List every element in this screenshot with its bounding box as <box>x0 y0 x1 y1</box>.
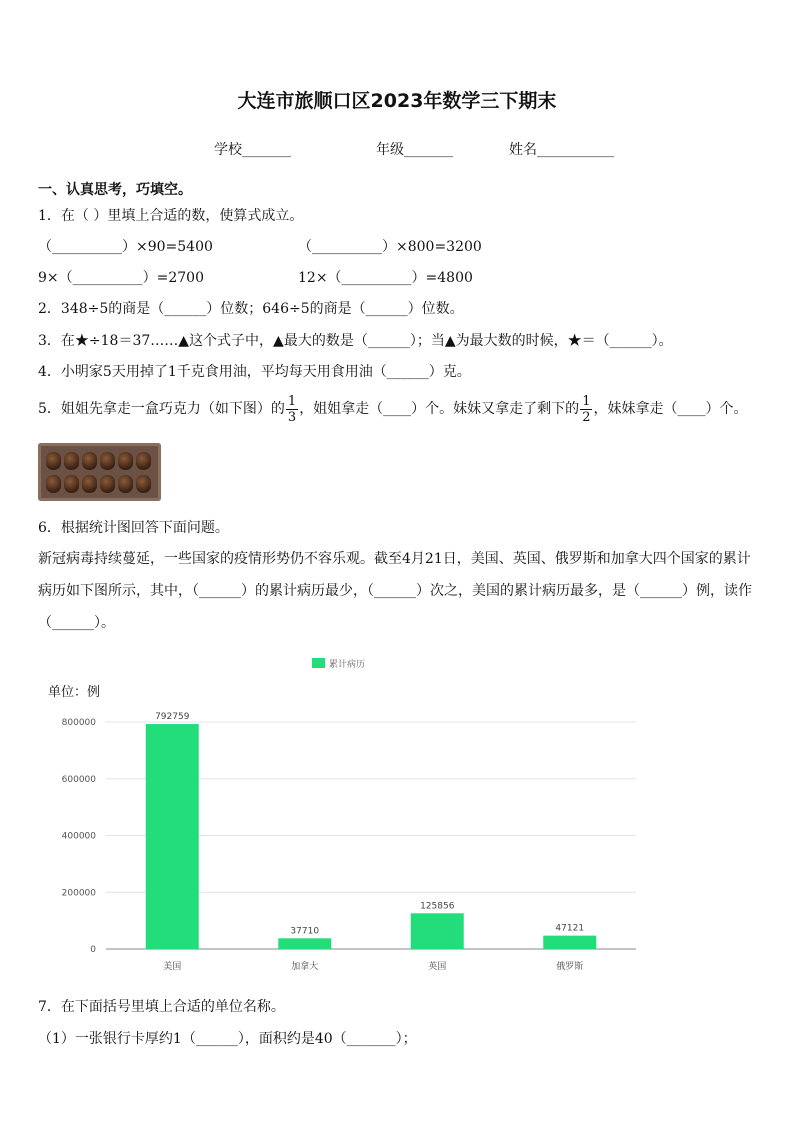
question-2: 2．348÷5的商是（______）位数；646÷5的商是（______）位数。 <box>38 301 464 317</box>
question-6: 6．根据统计图回答下面问题。 <box>38 520 229 536</box>
q1-equation-a: （__________）×90=5400 <box>38 239 213 255</box>
bar <box>146 724 199 949</box>
y-tick-label: 200000 <box>61 888 96 899</box>
x-tick-label: 加拿大 <box>291 962 319 972</box>
x-tick-label: 俄罗斯 <box>556 962 584 972</box>
data-label: 125856 <box>420 901 455 912</box>
legend-label: 累计病历 <box>329 660 366 670</box>
q1-equation-d: 12×（__________）=4800 <box>298 270 473 286</box>
q7-sub-1: （1）一张银行卡厚约1（______），面积约是40（_______）； <box>38 1031 417 1047</box>
chart-unit-label: 单位：例 <box>48 685 101 700</box>
question-5 <box>38 392 747 426</box>
y-tick-label: 0 <box>90 945 96 955</box>
y-tick-label: 800000 <box>61 718 96 728</box>
q6-paragraph: 新冠病毒持续蔓延，一些国家的疫情形势仍不容乐观。截至4月21日，美国、英国、俄罗斯和加拿大四个国家的累计病历如下图所示，其中，（______）的累计病历最少，（______）次之，美国的累计病历最多，是（______）例，读作（______）。 <box>38 551 752 631</box>
x-tick-label: 英国 <box>428 962 447 972</box>
question-3 <box>38 331 673 351</box>
q3-prefix: 3．在 <box>38 333 75 349</box>
legend-swatch <box>312 658 325 668</box>
bar <box>411 913 464 949</box>
chart-legend <box>312 658 365 670</box>
q5-part1: 5．姐姐先拿走一盒巧克力（如下图）的 <box>38 401 285 417</box>
chart-data-labels <box>155 712 584 936</box>
chart-y-axis <box>62 718 97 955</box>
bar <box>543 936 596 949</box>
chocolate-box-image <box>38 443 161 501</box>
grade-label: 年级_______ <box>376 142 453 158</box>
fraction-one-half: $\frac{1}{2}$ <box>582 393 591 425</box>
x-tick-label: 美国 <box>163 962 182 972</box>
y-tick-label: 400000 <box>61 831 96 842</box>
bar-chart <box>0 640 794 985</box>
q5-part3: ，妹妹拿走（____）个。 <box>593 401 748 417</box>
q3-tail: ★＝（______）。 <box>567 333 673 349</box>
bar <box>278 938 331 949</box>
q5-part2: ，姐姐拿走（____）个。妹妹又拿走了剩下的 <box>299 401 580 417</box>
page-title: 大连市旅顺口区2023年数学三下期末 <box>237 90 557 112</box>
q3-middle: 这个式子中，▲最大的数是（______）；当▲为最大数的时候， <box>189 333 568 349</box>
y-tick-label: 600000 <box>61 774 96 785</box>
data-label: 792759 <box>155 712 190 723</box>
question-7: 7．在下面括号里填上合适的单位名称。 <box>38 999 285 1015</box>
data-label: 37710 <box>290 926 320 937</box>
q1-equation-b: （__________）×800=3200 <box>298 239 482 255</box>
section-heading: 一、认真思考，巧填空。 <box>38 182 192 198</box>
fraction-one-third: $\frac{1}{3}$ <box>287 393 297 425</box>
school-label: 学校_______ <box>214 142 291 158</box>
name-label: 姓名___________ <box>509 142 614 158</box>
q1-equation-c: 9×（__________）=2700 <box>38 270 204 286</box>
question-4: 4．小明家5天用掉了1千克食用油，平均每天用食用油（______）克。 <box>38 364 471 380</box>
data-label: 47121 <box>555 923 585 934</box>
chart-x-axis <box>163 960 583 972</box>
question-1: 1．在（ ）里填上合适的数，使算式成立。 <box>38 208 304 224</box>
chart-bars <box>146 724 597 949</box>
q3-expression: ★÷18＝37……▲ <box>74 333 190 349</box>
